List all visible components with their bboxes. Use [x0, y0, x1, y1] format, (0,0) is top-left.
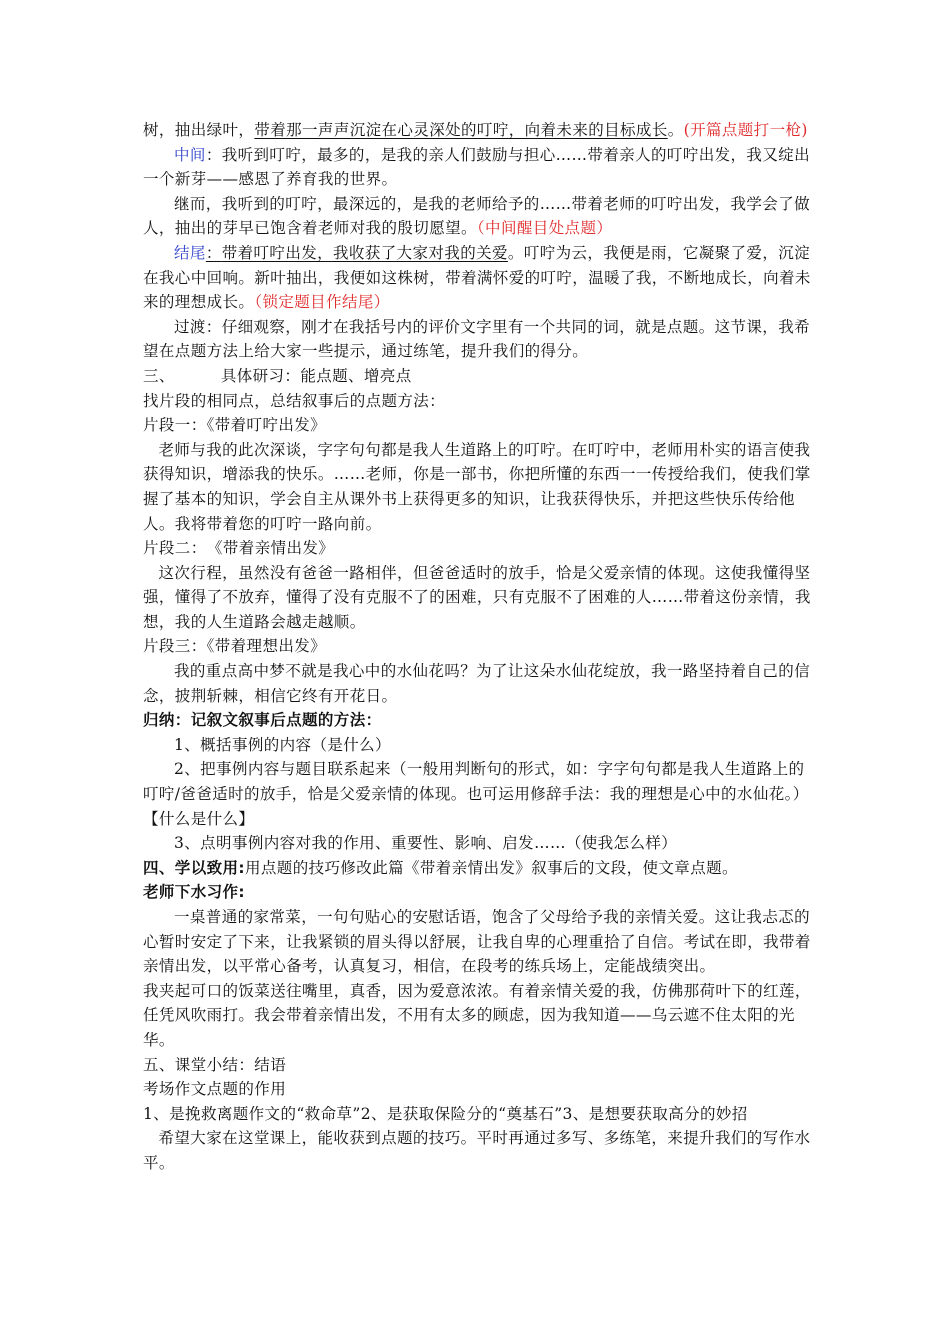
topic-line: 考场作文点题的作用	[143, 1080, 287, 1099]
fragment-three-title: 片段三：《带着理想出发》	[143, 637, 327, 656]
method-item-3: 3、点明事例内容对我的作用、重要性、影响、启发……（使我怎么样）	[174, 834, 678, 853]
section-title: 具体研习：能点题、增亮点	[220, 366, 412, 385]
teacher-writing-text-1: 一桌普通的家常菜，一句句贴心的安慰话语，饱含了父母给予我的亲情关爱。这让我忐忑的心暂时安定了下来，让我紧锁的眉头得以舒展，让我自卑的心理重拾了自信。考试在即，我带着亲情出发，以平常心备考，认真复习，相信，在段考的练兵场上，定能战绩突出。	[143, 908, 811, 976]
text: ：	[205, 243, 222, 262]
teacher-writing-text-2: 我夹起可口的饭菜送往嘴里，真香，因为爱意浓浓。有着亲情关爱的我，仿佛那荷叶下的红莲，任凭风吹雨打。我会带着亲情出发，不用有太多的顾虑，因为我知道——乌云遮不住太阳的光华。	[143, 981, 811, 1049]
method-item-2: 2、把事例内容与题目联系起来（一般用判断句的形式，如：字字句句都是我人生道路上的叮咛/爸爸适时的放手，恰是父爱亲情的体现。也可运用修辞手法：我的理想是心中的水仙花。）【什么是什么】	[143, 760, 809, 828]
functions-line: 1、是挽救离题作文的“救命草”2、是获取保险分的“奠基石”3、是想要获取高分的妙招	[143, 1104, 748, 1123]
annotation-red: (开篇点题打一枪)	[683, 121, 808, 139]
paragraph-transition: 过渡：仔细观察，刚才在我括号内的评价文字里有一个共同的词，就是点题。这节课，我希望在点题方法上给大家一些提示，通过练笔，提升我们的得分。	[143, 317, 811, 361]
text: 树，抽出绿叶，	[143, 121, 255, 139]
annotation-red: （锁定题目作结尾）	[254, 293, 390, 312]
fragment-two-title: 片段二： 《带着亲情出发》	[143, 539, 335, 558]
text: 。	[667, 121, 684, 139]
text: ：我听到叮咛，最多的，是我的亲人们鼓励与担心……带着亲人的叮咛出发，我又绽出一个新芽——感恩了养育我的世界。	[143, 145, 811, 189]
paragraph-opening	[143, 118, 811, 143]
closing-paragraph: 希望大家在这堂课上，能收获到点题的技巧。平时再通过多写、多练笔，来提升我们的写作水平。	[143, 1129, 811, 1172]
paragraph-middle-2	[143, 192, 811, 241]
fragment-three-text: 我的重点高中梦不就是我心中的水仙花吗？为了让这朵水仙花绽放，我一路坚持着自己的信念，披荆斩棘，相信它终有开花日。	[143, 662, 811, 705]
method-item-1: 1、概括事例的内容（是什么）	[174, 735, 391, 754]
text: 继而，我听到的叮咛，最深远的，是我的老师给予的……带着老师的叮咛出发，我学会了做人，抽出的芽早已饱含着老师对我的殷切愿望。	[143, 194, 811, 238]
text: 。叮咛为云，我便是雨，它凝聚了爱，沉淀在我心中回响。新叶抽出，我便如这株树，带着满怀爱的叮咛，温暖了我，不断地成长，向着未来的理想成长。	[143, 243, 811, 312]
section-four-heading: 四、学以致用:	[143, 858, 245, 877]
paragraph-ending	[143, 241, 811, 315]
section-three-heading	[143, 364, 811, 389]
section-number: 三、	[143, 366, 175, 385]
annotation-red: （中间醒目处点题）	[476, 219, 613, 238]
underlined-topic-sentence: 带着那一声声沉淀在心灵深处的叮咛，向着未来的目标成长	[254, 121, 668, 139]
fragment-one-title: 片段一：《带着叮咛出发》	[143, 416, 327, 435]
fragment-two-text: 这次行程，虽然没有爸爸一路相伴，但爸爸适时的放手，恰是父爱亲情的体现。这使我懂得坚强，懂得了不放弃，懂得了没有克服不了的困难，只有克服不了困难的人……带着这份亲情，我想，我的人生道路会越走越顺。	[143, 563, 811, 631]
document-page	[143, 118, 811, 1176]
summary-heading: 归纳：记叙文叙事后点题的方法：	[143, 711, 382, 730]
instruction-line: 找片段的相同点，总结叙事后的点题方法：	[143, 391, 446, 410]
text: 用点题的技巧修改此篇《带着亲情出发》叙事后的文段，使文章点题。	[245, 858, 738, 877]
label-ending: 结尾	[174, 243, 206, 262]
label-middle: 中间	[174, 145, 206, 164]
section-four	[143, 856, 811, 881]
paragraph-middle	[143, 143, 811, 192]
fragment-one-text: 老师与我的此次深谈，字字句句都是我人生道路上的叮咛。在叮咛中，老师用朴实的语言使我获得知识，增添我的快乐。……老师，你是一部书，你把所懂的东西一一传授给我们，使我们掌握了基本的知识，学会自主从课外书上获得更多的知识，让我获得快乐，并把这些快乐传给他人。我将带着您的叮咛一路向前。	[143, 440, 811, 533]
teacher-writing-heading: 老师下水习作:	[143, 883, 245, 902]
section-five-heading: 五、课堂小结：结语	[143, 1055, 287, 1074]
underlined-ending-sentence: 带着叮咛出发，我收获了大家对我的关爱	[221, 243, 508, 262]
